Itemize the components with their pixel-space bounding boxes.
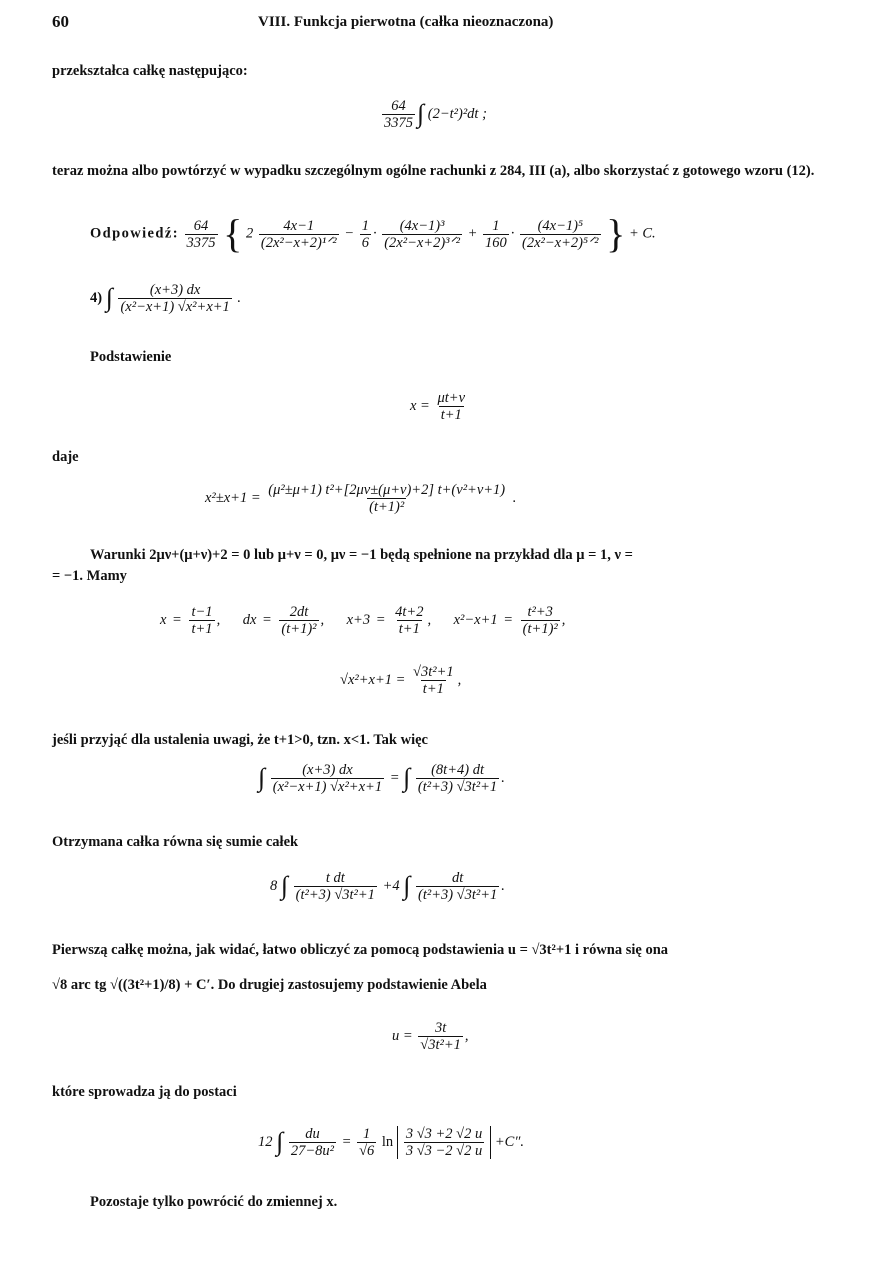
formula-item-4: 4) ∫ $\frac{(x+3) dx}{\text{(x²−x+1) √x²+x+1}}$ .: [90, 282, 242, 315]
paragraph: przekształca całkę następująco:: [52, 63, 248, 79]
integral-sign: ∫: [417, 98, 425, 128]
formula-root: √x²+x+1 = $\frac{\text{√3t²+1}}{t+1}$ ,: [340, 664, 462, 697]
formula-abel: u = $\frac{3t}{\text{√3t²+1}}$ ,: [392, 1020, 469, 1053]
paragraph: Otrzymana całka równa się sumie całek: [52, 834, 299, 850]
page-number: 60: [52, 12, 69, 31]
answer-formula: Odpowiedź: $\frac{64}{3375}$ { 2 $\frac{4x-1}{\text{(2x²−x+2)¹ᐟ²}}$ − $\frac{1}{6}$ · $\frac{\text{(4x−1)³}}{\text{(2x²−x+2)³ᐟ²}}$ + $\frac{1}{160}$ · $\frac{\text{(4x−1)⁵}}{\text{(2x²−x+2)⁵ᐟ²}}$ } + C.: [90, 211, 656, 256]
paragraph: Pozostaje tylko powrócić do zmiennej x.: [90, 1194, 338, 1210]
item-number: 4): [90, 289, 103, 306]
formula-integral-1: $\frac{64}{3375}$ ∫ (2−t²)²dt ;: [384, 98, 487, 131]
paragraph: Podstawienie: [90, 349, 172, 365]
paragraph: Pierwszą całkę można, jak widać, łatwo obliczyć za pomocą podstawienia u = √3t²+1 i równa się ona: [52, 942, 669, 958]
formula-substitutions: x = $\frac{t-1}{t+1}$ , dx = $\frac{2dt}{\text{(t+1)²}}$ , x+3 = $\frac{4t+2}{t+1}$ , x²−x+1 = $\frac{\text{t²+3}}{\text{(t+1)²}}$ ,: [160, 604, 566, 637]
paragraph: teraz można albo powtórzyć w wypadku szczególnym ogólne rachunki z 284, III (a), albo skorzystać z gotowego wzoru (12).: [52, 163, 815, 179]
paragraph: √8 arc tg √((3t²+1)/8) + C′. Do drugiej zastosujemy podstawienie Abela: [52, 977, 487, 993]
paragraph: daje: [52, 449, 79, 465]
paragraph: Warunki 2μν+(μ+ν)+2 = 0 lub μ+ν = 0, μν = −1 będą spełnione na przykład dla μ = 1, ν =: [90, 547, 633, 563]
answer-label: Odpowiedź:: [90, 225, 179, 242]
fraction: $\frac{64}{3375}$: [384, 98, 413, 131]
formula-quadratic: x²±x+1 = $\frac{\text{(μ²±μ+1) t²+[2μν±(μ+ν)+2] t+(ν²+ν+1)}}{\text{(t+1)²}}$ .: [205, 482, 517, 515]
formula-substitution: x = $\frac{\mu t+\nu}{t+1}$: [410, 390, 466, 423]
paragraph: które sprowadza ją do postaci: [52, 1084, 237, 1100]
formula-integral-equality: ∫ $\frac{(x+3) dx}{\text{(x²−x+1) √x²+x+1}}$ = ∫ $\frac{(8t+4) dt}{\text{(t²+3) √3t²+1}}$ .: [258, 762, 505, 795]
running-title: VIII. Funkcja pierwotna (całka nieoznaczona): [258, 14, 554, 30]
formula-integral-sum: 8 ∫ $\frac{\text{t dt}}{\text{(t²+3) √3t²+1}}$ +4 ∫ $\frac{dt}{\text{(t²+3) √3t²+1}}$ .: [270, 870, 505, 903]
formula-log-result: 12 ∫ $\frac{du}{\text{27−8u²}}$ = $\frac{1}{√6}$ ln $\frac{3 √3 +2 √2 u}{3 √3 -2 √2 u}$ +C″.: [258, 1126, 525, 1159]
paragraph: = −1. Mamy: [52, 568, 127, 584]
paragraph: jeśli przyjąć dla ustalenia uwagi, że t+1>0, tzn. x<1. Tak więc: [52, 732, 428, 748]
absolute-value: $\frac{3 √3 +2 √2 u}{3 √3 -2 √2 u}$: [397, 1126, 491, 1159]
